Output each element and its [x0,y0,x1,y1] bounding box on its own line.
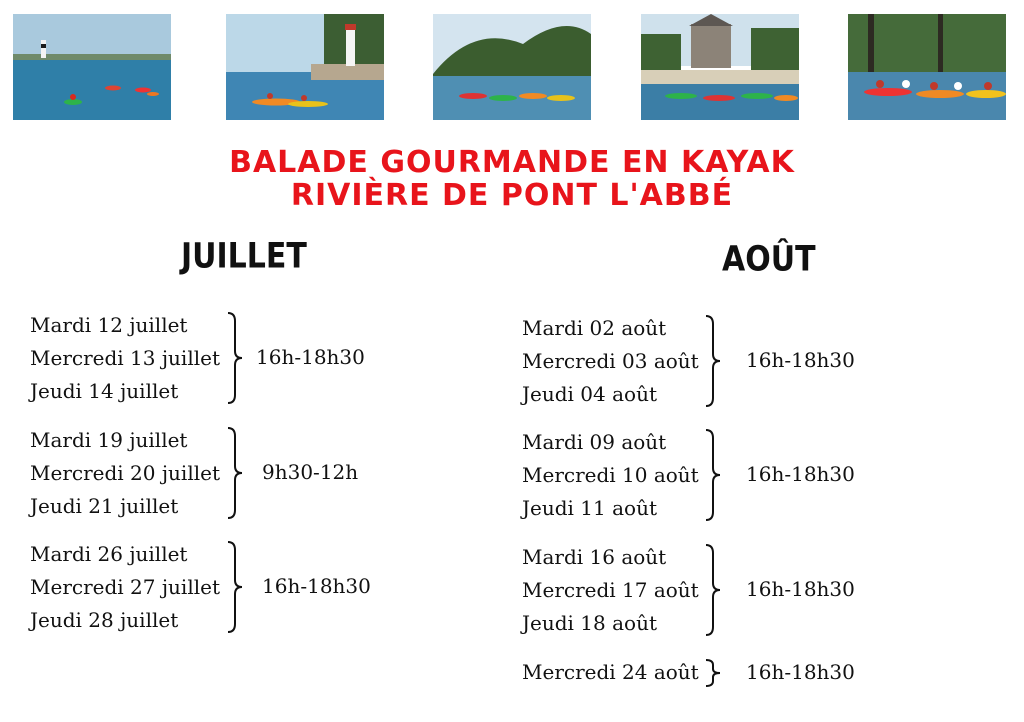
month-heading-august: AOÛT [722,239,816,280]
title-line-1: BALADE GOURMANDE EN KAYAK [229,145,795,180]
day-entry: Jeudi 28 juillet [30,608,179,632]
day-entry: Jeudi 11 août [522,496,657,520]
day-entry: Mardi 09 août [522,430,667,454]
day-entry: Jeudi 14 juillet [30,379,179,403]
day-entry: Mercredi 27 juillet [30,575,220,599]
day-entry: Mercredi 10 août [522,463,699,487]
day-entry: Jeudi 04 août [522,382,657,406]
day-entry: Mardi 19 juillet [30,428,188,452]
brace-icon [704,543,722,637]
day-entry: Mercredi 13 juillet [30,346,220,370]
photo-manor-kayaks [641,14,799,120]
time-range: 16h-18h30 [746,348,855,372]
day-entry: Mardi 26 juillet [30,542,188,566]
time-range: 16h-18h30 [256,345,365,369]
brace-icon [704,428,722,522]
time-range: 16h-18h30 [262,574,371,598]
day-entry: Mardi 12 juillet [30,313,188,337]
brace-icon [704,314,722,408]
day-entry: Jeudi 21 juillet [30,494,179,518]
brace-icon [226,311,244,405]
day-entry: Jeudi 18 août [522,611,657,635]
time-range: 16h-18h30 [746,660,855,684]
day-entry: Mercredi 24 août [522,660,699,684]
brace-icon [226,540,244,634]
brace-icon [704,658,722,688]
day-entry: Mercredi 03 août [522,349,699,373]
day-entry: Mardi 02 août [522,316,667,340]
brace-icon [226,426,244,520]
photo-kayakers-closeup [848,14,1006,120]
time-range: 16h-18h30 [746,462,855,486]
day-entry: Mercredi 20 juillet [30,461,220,485]
month-heading-july: JUILLET [181,236,307,277]
time-range: 9h30-12h [262,460,359,484]
photo-white-lighthouse [226,14,384,120]
photo-lighthouse-kayaks [13,14,171,120]
title-line-2: RIVIÈRE DE PONT L'ABBÉ [290,178,734,213]
day-entry: Mardi 16 août [522,545,667,569]
time-range: 16h-18h30 [746,577,855,601]
day-entry: Mercredi 17 août [522,578,699,602]
photo-strip [0,0,1024,130]
photo-kayak-group-river [433,14,591,120]
